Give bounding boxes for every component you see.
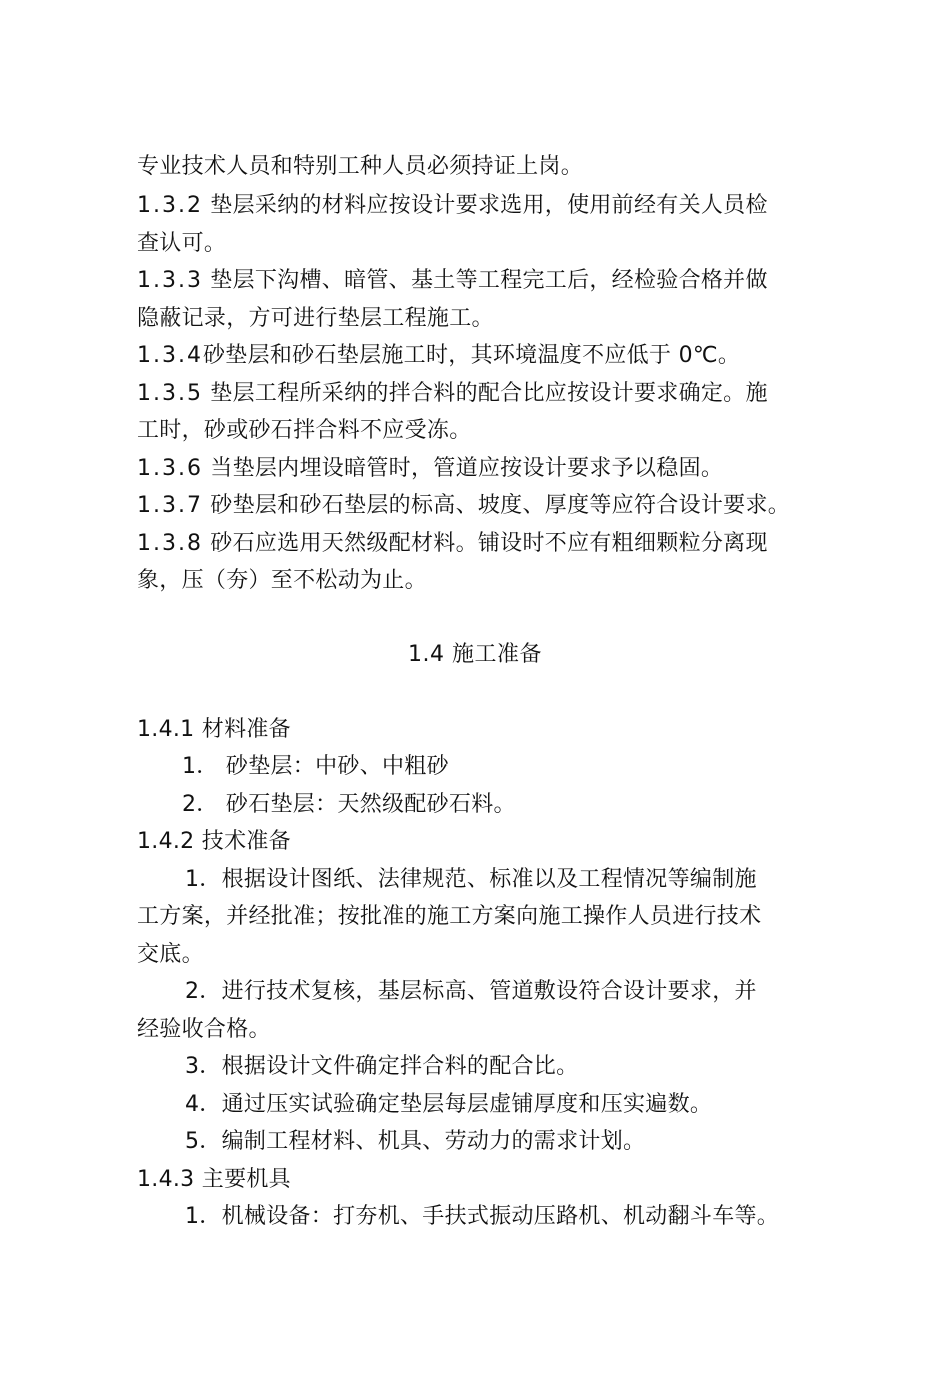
clause-1-3-4 <box>137 341 857 371</box>
list-item: 4．通过压实试验确定垫层每层虚铺厚度和压实遍数。 <box>185 1092 713 1117</box>
clause-continuation: 隐蔽记录，方可进行垫层工程施工。 <box>137 306 494 331</box>
subsection-title-1-4-1: 1.4.1 材料准备 <box>137 717 291 742</box>
clause-number: 1.3.6 <box>137 456 203 481</box>
clause-1-3-7 <box>137 491 857 521</box>
list-item: 1． 砂垫层：中砂、中粗砂 <box>182 754 449 779</box>
clause-number: 1.3.5 <box>137 381 203 406</box>
list-item-continuation: 经验收合格。 <box>137 1017 271 1042</box>
clause-1-3-8 <box>137 529 857 559</box>
list-item-continuation: 工方案，并经批准；按批准的施工方案向施工操作人员进行技术 <box>137 904 762 929</box>
clause-text: 砂石应选用天然级配材料。铺设时不应有粗细颗粒分离现 <box>210 531 768 556</box>
subsection-title-1-4-2: 1.4.2 技术准备 <box>137 829 291 854</box>
list-item: 3．根据设计文件确定拌合料的配合比。 <box>185 1054 579 1079</box>
clause-text: 砂垫层和砂石垫层施工时，其环境温度不应低于 0℃。 <box>202 343 741 368</box>
clause-number: 1.3.3 <box>137 268 203 293</box>
clause-number: 1.3.8 <box>137 531 203 556</box>
clause-text: 当垫层内埋设暗管时，管道应按设计要求予以稳固。 <box>210 456 724 481</box>
clause-text: 垫层下沟槽、暗管、基土等工程完工后，经检验合格并做 <box>210 268 768 293</box>
list-item: 5．编制工程材料、机具、劳动力的需求计划。 <box>185 1129 646 1154</box>
list-item: 1．根据设计图纸、法律规范、标准以及工程情况等编制施 <box>185 867 757 892</box>
paragraph-line: 专业技术人员和特别工种人员必须持证上岗。 <box>137 154 584 179</box>
clause-text: 砂垫层和砂石垫层的标高、坡度、厚度等应符合设计要求。 <box>210 493 791 518</box>
clause-1-3-5 <box>137 379 857 409</box>
clause-1-3-2 <box>137 191 857 221</box>
clause-number: 1.3.2 <box>137 193 203 218</box>
clause-continuation: 工时，砂或砂石拌合料不应受冻。 <box>137 418 472 443</box>
clause-text: 垫层采纳的材料应按设计要求选用，使用前经有关人员检 <box>210 193 768 218</box>
clause-number: 1.3.4 <box>137 343 203 368</box>
list-item: 2．进行技术复核，基层标高、管道敷设符合设计要求，并 <box>185 979 757 1004</box>
clause-1-3-3 <box>137 266 857 296</box>
clause-continuation: 查认可。 <box>137 231 227 256</box>
clause-number: 1.3.7 <box>137 493 203 518</box>
clause-continuation: 象，压（夯）至不松动为止。 <box>137 568 427 593</box>
list-item: 1．机械设备：打夯机、手扶式振动压路机、机动翻斗车等。 <box>185 1204 780 1229</box>
subsection-title-1-4-3: 1.4.3 主要机具 <box>137 1167 291 1192</box>
list-item-continuation: 交底。 <box>137 942 204 967</box>
section-heading-1-4: 1.4 施工准备 <box>408 642 542 667</box>
clause-1-3-6 <box>137 454 857 484</box>
list-item: 2． 砂石垫层：天然级配砂石料。 <box>182 792 516 817</box>
clause-text: 垫层工程所采纳的拌合料的配合比应按设计要求确定。施 <box>210 381 768 406</box>
